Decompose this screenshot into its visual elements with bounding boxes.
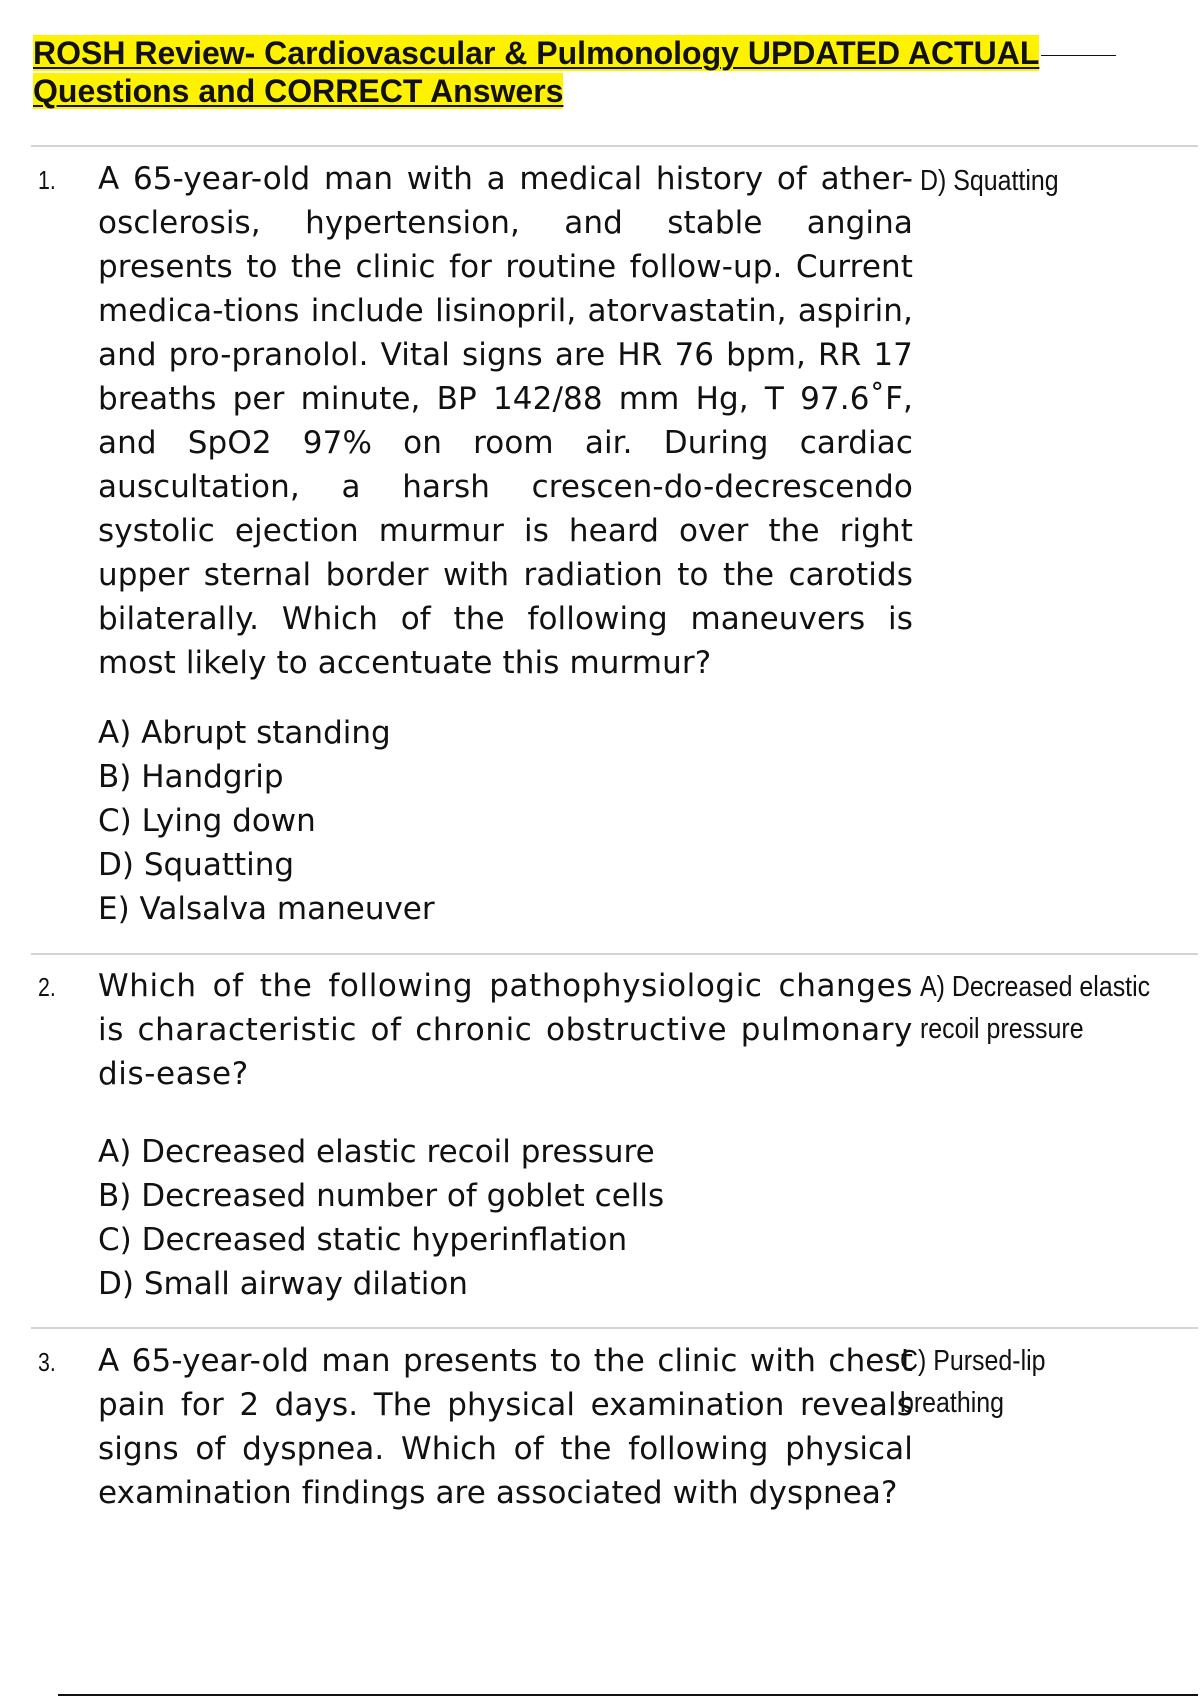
option-item: C) Decreased static hyperinflation <box>98 1222 628 1258</box>
option-item: B) Decreased number of goblet cells <box>98 1178 665 1214</box>
bottom-rule <box>58 1694 1198 1696</box>
option-item: A) Abrupt standing <box>98 715 391 751</box>
question-text: A 65-year-old man presents to the clinic with chest pain for 2 days. The physical examination reveals signs of dyspnea. Which of the following physical examination findings are associated with dyspnea? <box>98 1343 913 1511</box>
title-line-2: Questions and CORRECT Answers <box>33 73 564 109</box>
option-list <box>98 711 435 931</box>
title-line-1: ROSH Review- Cardiovascular & Pulmonology UPDATED ACTUAL <box>33 35 1040 71</box>
option-item: C) Lying down <box>98 803 316 839</box>
option-item: D) Squatting <box>98 847 295 883</box>
option-item: D) Small airway dilation <box>98 1266 468 1302</box>
divider <box>31 145 1198 147</box>
divider <box>31 1327 1198 1329</box>
page-title <box>33 34 1133 110</box>
title-rule <box>1041 55 1116 56</box>
question-text: Which of the following pathophysiologic changes is characteristic of chronic obstructive pulmonary dis-ease? <box>98 968 913 1092</box>
answer-text: A) Decreased elastic recoil pressure <box>920 971 1151 1045</box>
answer-text: C) Pursed-lip breathing <box>900 1345 1046 1419</box>
question-number: 1. <box>38 165 56 195</box>
option-item: B) Handgrip <box>98 759 284 795</box>
option-item: E) Valsalva maneuver <box>98 891 435 927</box>
answer-text: D) Squatting <box>920 165 1059 197</box>
question-number: 3. <box>38 1347 56 1377</box>
question-number: 2. <box>38 972 56 1002</box>
divider <box>31 953 1198 955</box>
option-item: A) Decreased elastic recoil pressure <box>98 1134 655 1170</box>
option-list <box>98 1130 664 1306</box>
question-text: A 65-year-old man with a medical history of ather-osclerosis, hypertension, and stable angina presents to the clinic for routine follow-up. Current medica-tions include lisinopril, atorvastatin, aspirin, and pro-pranolol. Vital signs are HR 76 bpm, RR 17 breaths per minute, BP 142/88 mm Hg, T 97.6˚F, and SpO2 97% on room air. During cardiac auscultation, a harsh crescen-do-decrescendo systolic ejection murmur is heard over the right upper sternal border with radiation to the carotids bilaterally. Which of the following maneuvers is most likely to accentuate this murmur? <box>98 161 913 681</box>
